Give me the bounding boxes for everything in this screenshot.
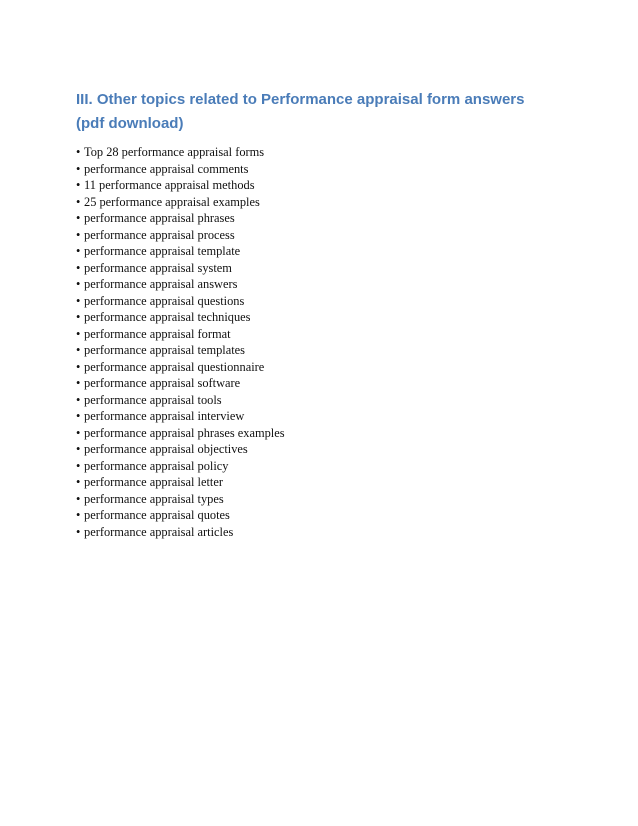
bullet-icon: •	[76, 310, 81, 324]
list-item	[76, 524, 285, 541]
bullet-icon: •	[76, 277, 81, 291]
bullet-icon: •	[76, 359, 81, 374]
list-item-text: performance appraisal phrases	[84, 211, 235, 225]
bullet-icon: •	[76, 227, 81, 242]
list-item-text: performance appraisal interview	[84, 409, 245, 423]
list-item	[76, 177, 285, 194]
list-item-text: performance appraisal format	[84, 326, 231, 341]
bullet-icon: •	[76, 475, 81, 489]
list-item	[76, 507, 285, 524]
list-item-text: performance appraisal template	[84, 244, 241, 258]
list-item-text: performance appraisal software	[84, 376, 241, 390]
bullet-icon: •	[76, 508, 81, 522]
list-item	[76, 243, 285, 260]
bullet-icon: •	[76, 491, 81, 506]
list-item-text: performance appraisal questionnaire	[84, 359, 265, 374]
bullet-icon: •	[76, 343, 81, 357]
bullet-icon: •	[76, 376, 81, 390]
list-item-text: performance appraisal types	[84, 491, 224, 506]
list-item-text: performance appraisal tools	[84, 392, 222, 407]
list-item	[76, 144, 285, 161]
bullet-icon: •	[76, 409, 81, 423]
list-item	[76, 425, 285, 442]
bullet-icon: •	[76, 524, 81, 539]
list-item	[76, 491, 285, 508]
list-item	[76, 210, 285, 227]
list-item	[76, 293, 285, 310]
bullet-icon: •	[76, 260, 81, 275]
list-item	[76, 408, 285, 425]
bullet-icon: •	[76, 392, 81, 407]
bullet-icon: •	[76, 293, 81, 308]
bullet-icon: •	[76, 145, 81, 159]
bullet-icon: •	[76, 244, 81, 258]
bullet-icon: •	[76, 211, 81, 225]
list-item-text: performance appraisal process	[84, 227, 235, 242]
bullet-icon: •	[76, 161, 81, 176]
list-item	[76, 309, 285, 326]
list-item-text: performance appraisal answers	[84, 277, 238, 291]
list-item-text: Top 28 performance appraisal forms	[84, 145, 265, 159]
list-item-text: performance appraisal techniques	[84, 310, 251, 324]
bullet-icon: •	[76, 326, 81, 341]
list-item-text: performance appraisal articles	[84, 524, 234, 539]
bullet-icon: •	[76, 194, 81, 209]
topic-list	[76, 144, 285, 540]
bullet-icon: •	[76, 425, 81, 440]
list-item	[76, 276, 285, 293]
list-item	[76, 375, 285, 392]
list-item-text: performance appraisal quotes	[84, 508, 230, 522]
list-item-text: performance appraisal objectives	[84, 442, 248, 456]
list-item	[76, 441, 285, 458]
bullet-icon: •	[76, 458, 81, 473]
list-item	[76, 392, 285, 409]
list-item-text: 25 performance appraisal examples	[84, 194, 260, 209]
list-item-text: performance appraisal policy	[84, 458, 229, 473]
list-item	[76, 474, 285, 491]
list-item-text: performance appraisal questions	[84, 293, 245, 308]
bullet-icon: •	[76, 178, 81, 192]
list-item-text: performance appraisal letter	[84, 475, 223, 489]
list-item-text: performance appraisal comments	[84, 161, 249, 176]
list-item-text: performance appraisal phrases examples	[84, 425, 285, 440]
list-item-text: performance appraisal templates	[84, 343, 245, 357]
list-item	[76, 458, 285, 475]
list-item	[76, 194, 285, 211]
section-heading: III. Other topics related to Performance appraisal form answers (pdf download)	[76, 91, 525, 132]
list-item	[76, 161, 285, 178]
list-item	[76, 227, 285, 244]
list-item-text: performance appraisal system	[84, 260, 232, 275]
list-item	[76, 260, 285, 277]
bullet-icon: •	[76, 442, 81, 456]
list-item-text: 11 performance appraisal methods	[84, 178, 255, 192]
list-item	[76, 359, 285, 376]
list-item	[76, 342, 285, 359]
list-item	[76, 326, 285, 343]
